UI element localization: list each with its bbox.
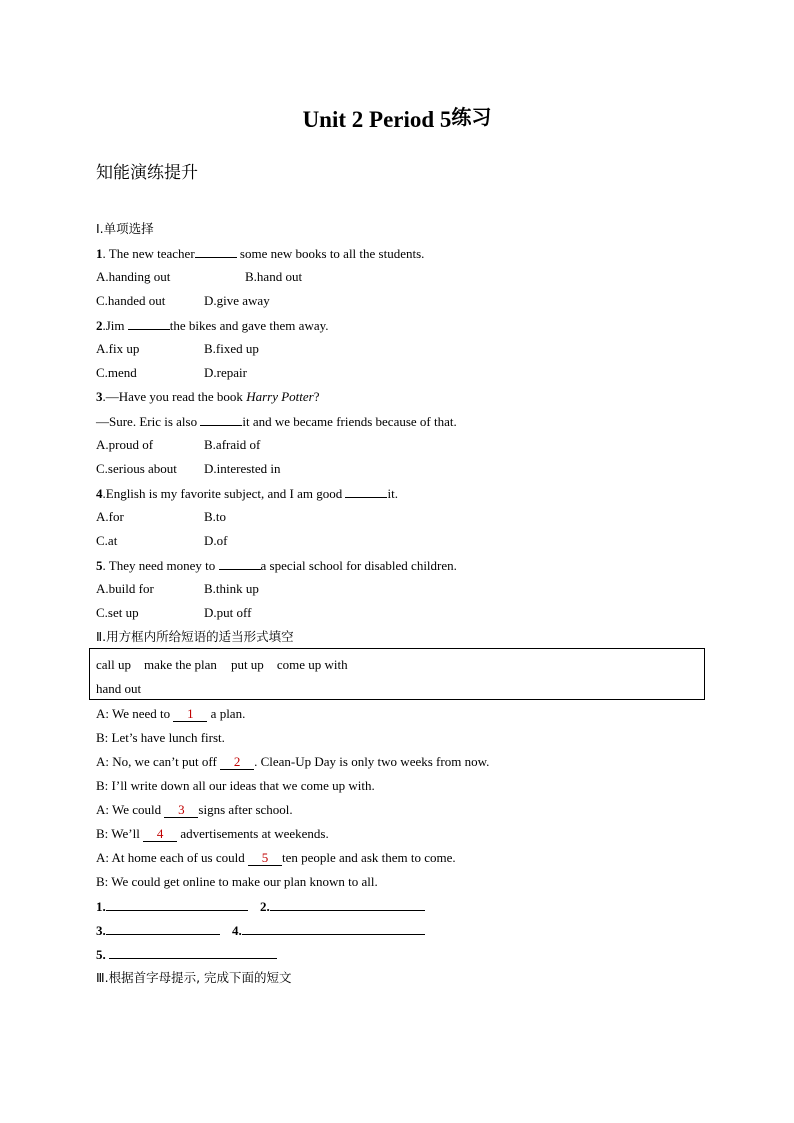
phrase-box-row-1 <box>96 657 348 673</box>
phrase: make the plan <box>144 657 217 672</box>
answer-line-5: 5. <box>96 946 277 963</box>
phrase: come up with <box>276 657 348 672</box>
dialogue-line: A: No, we can’t put off 2 . Clean-Up Day is only two weeks from now. <box>96 754 490 769</box>
question-2: 2.Jim the bikes and gave them away. <box>96 318 329 333</box>
subtitle: 知能演练提升 <box>96 163 198 183</box>
question-4: 4.English is my favorite subject, and I am good it. <box>96 486 398 501</box>
dialogue-line: B: I’ll write down all our ideas that we come up with. <box>96 778 375 793</box>
dialogue-line: A: We need to 1 a plan. <box>96 706 246 721</box>
dialogue-line: A: At home each of us could 5 ten people and ask them to come. <box>96 850 456 865</box>
question-1-options-cd: C.handed out D.give away <box>96 293 270 308</box>
question-3-options-ab: A.proud of B.afraid of <box>96 437 261 452</box>
dialogue-line: B: We could get online to make our plan known to all. <box>96 874 378 889</box>
question-1: 1. The new teacher some new books to all the students. <box>96 246 425 261</box>
dialogue-line: B: We’ll 4 advertisements at weekends. <box>96 826 329 841</box>
section-3-heading: Ⅲ.根据首字母提示, 完成下面的短文 <box>96 970 292 985</box>
section-2-heading: Ⅱ.用方框内所给短语的适当形式填空 <box>96 629 294 644</box>
answer-line-3: 3. <box>96 922 220 939</box>
answer-line-1: 1. <box>96 898 248 915</box>
dialogue-line: A: We could 3 signs after school. <box>96 802 293 817</box>
question-2-options-ab: A.fix up B.fixed up <box>96 341 259 356</box>
dialogue-line: B: Let’s have lunch first. <box>96 730 225 745</box>
question-1-options-ab: A.handing out B.hand out <box>96 269 303 284</box>
answer-line-4: 4. <box>232 922 425 939</box>
question-5-options-ab: A.build for B.think up <box>96 581 259 596</box>
phrase-box-row-2: hand out <box>96 681 142 696</box>
phrase: call up <box>96 657 132 672</box>
question-5: 5. They need money to a special school for disabled children. <box>96 558 457 573</box>
title-text: Unit 2 Period 5 <box>302 107 452 132</box>
phrase: put up <box>230 657 264 672</box>
question-3-options-cd: C.serious about D.interested in <box>96 461 281 476</box>
question-2-options-cd: C.mend D.repair <box>96 365 247 380</box>
question-4-options-ab: A.for B.to <box>96 509 227 524</box>
phrase-box <box>89 648 705 700</box>
question-3: 3.—Have you read the book Harry Potter? <box>96 389 320 404</box>
question-4-options-cd: C.at D.of <box>96 533 228 548</box>
question-5-options-cd: C.set up D.put off <box>96 605 252 620</box>
answer-line-2: 2. <box>260 898 425 915</box>
title-cn: 练习 <box>451 105 492 129</box>
page-title <box>0 104 794 133</box>
section-1-heading: Ⅰ.单项选择 <box>96 221 154 236</box>
question-3-line2: —Sure. Eric is also it and we became friends because of that. <box>96 414 457 429</box>
